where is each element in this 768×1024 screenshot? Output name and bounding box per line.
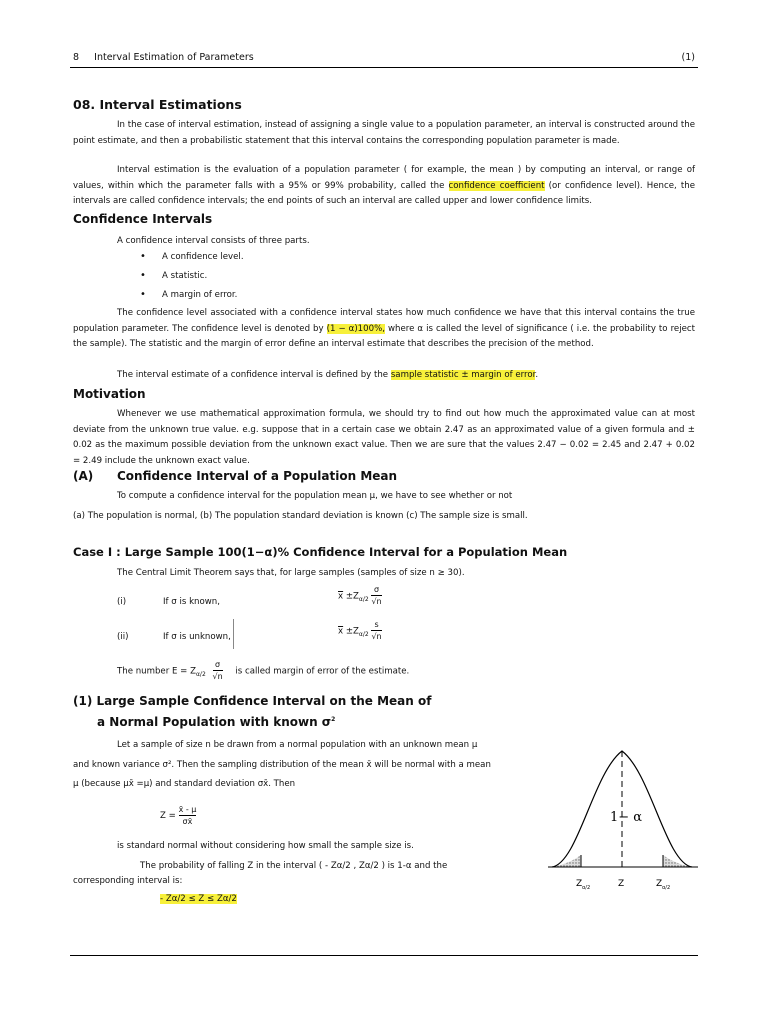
section-1-p1-b: and known variance σ². Then the sampling distribution of the mean x̄ will be normal with a mean (73, 760, 491, 770)
section-1-title-line-2: a Normal Population with known $\sigma^2$ (97, 715, 336, 729)
formula-sigma-known: $\overline{x} \pm Z_{\alpha/2}$ $\frac{\sigma}{√n}$ (338, 585, 382, 606)
motivation-heading: Motivation (73, 387, 146, 401)
ci-paragraph-text-a: The confidence level associated with a confidence interval states how much confidence we have that this interval contains the true population parameter. The confidence level is denoted by (73, 308, 695, 334)
section-title: 08. Interval Estimations (73, 97, 242, 112)
highlight-confidence-level-formula: (1 − α)100%, (326, 323, 385, 334)
margin-of-error-line: The number $E = Z_{\alpha/2}$ $\frac{\sigma}{√n}$ is called margin of error of the estimate. (117, 660, 410, 681)
case-ii-condition: If σ is unknown, (163, 632, 231, 642)
section-1-title-line-1: (1) Large Sample Confidence Interval on the Mean of (73, 694, 432, 708)
ci-paragraph-text-b: where α is called the level of significance ( i.e. the probability to reject the sample). The statistic and the margin of error define an interval estimate that describes the precision of the method. (73, 323, 695, 349)
bell-curve (552, 751, 692, 867)
normal-curve-figure (548, 733, 700, 898)
center-area-label: 1− α (610, 810, 643, 825)
bullet-confidence-level: • A confidence level. (140, 252, 244, 262)
section-a-line-1: To compute a confidence interval for the population mean μ, we have to see whether or not (117, 491, 513, 501)
formula-sigma-unknown: $\overline{x} \pm Z_{\alpha/2}$ $\frac{s}{√n}$ (338, 620, 382, 641)
ci-paragraph (73, 306, 695, 353)
mid-z-label: Z (618, 879, 625, 889)
section-a-label: (A) (73, 469, 94, 483)
confidence-intervals-heading: Confidence Intervals (73, 212, 213, 226)
margin-bar (233, 619, 234, 649)
section-1-p1-a: Let a sample of size n be drawn from a normal population with an unknown mean μ (117, 740, 478, 750)
section-1-p2: is standard normal without considering how small the sample size is. (117, 841, 414, 851)
case-1-title: Case I : Large Sample 100(1−α)% Confidence Interval for a Population Mean (73, 545, 568, 559)
ci-definition: The interval estimate of a confidence interval is defined by the sample statistic ± margin of error. (117, 370, 539, 380)
ci-intro: A confidence interval consists of three parts. (117, 236, 310, 246)
z-formula: Z = $\frac{x̄ - \mu}{\sigma x̄}$ (160, 805, 197, 826)
header-rule (70, 67, 698, 68)
section-1-p3-b: corresponding interval is: (73, 876, 183, 886)
motivation-paragraph: Whenever we use mathematical approximation formula, we should try to find out how much the approximated value can at most deviate from the unknown true value. e.g. suppose that in a certain case we obtain 2.47 as an approximated value of a given formula and ± 0.02 as the maximum possible deviation from the unknown exact value. Then we are sure that the values 2.47 − 0.02 = 2.45 and 2.47 + 0.02 = 2.49 include the unknown exact value. (73, 409, 695, 466)
central-limit-theorem-line: The Central Limit Theorem says that, for large samples (samples of size n ≥ 30). (117, 568, 465, 578)
bullet-margin-of-error: • A margin of error. (140, 290, 237, 300)
header-page-number: (1) (681, 52, 695, 63)
case-i-label: (i) (117, 597, 127, 607)
header-chapter: 8 Interval Estimation of Parameters (73, 52, 254, 63)
right-z-sub: α/2 (662, 885, 671, 891)
highlight-confidence-coefficient: confidence coefficient (448, 180, 545, 191)
intro-p2-text-a: Interval estimation is the evaluation of a population parameter ( for example, the mean ) by computing an interval, or range of values, within which the parameter falls with a 95% or 99% probability, called the (73, 165, 695, 191)
case-i-condition: If σ is known, (163, 597, 220, 607)
intro-paragraph-2 (73, 163, 695, 210)
intro-paragraph-1-text: In the case of interval estimation, instead of assigning a single value to a population parameter, an interval is constructed around the point estimate, and then a probabilistic statement that this interval contains the corresponding population parameter is made. (73, 120, 695, 146)
case-ii-label: (ii) (117, 632, 129, 642)
highlight-sample-statistic: sample statistic ± margin of error (390, 370, 536, 380)
left-z-sub: α/2 (582, 885, 591, 891)
section-a-title: Confidence Interval of a Population Mean (117, 469, 398, 483)
interval-inequality: - Zα/2 ≤ Z ≤ Zα/2 (160, 894, 237, 904)
section-a-line-2: (a) The population is normal, (b) The population standard deviation is known (c) The sample size is small. (73, 511, 528, 521)
left-z-label: Z (576, 879, 583, 889)
intro-paragraph-1 (73, 118, 695, 149)
section-1-p1-c: μ (because μx̄ =μ) and standard deviation σx̄. Then (73, 779, 296, 789)
footer-rule (70, 955, 698, 956)
section-1-p3-a: The probability of falling Z in the interval ( - Zα/2 , Zα/2 ) is 1-α and the (140, 861, 448, 871)
intro-p2-text-b: (or confidence level). Hence, the intervals are called confidence intervals; the end points of such an interval are called upper and lower confidence limits. (73, 180, 695, 206)
bullet-statistic: • A statistic. (140, 271, 207, 281)
right-z-label: Z (656, 879, 663, 889)
